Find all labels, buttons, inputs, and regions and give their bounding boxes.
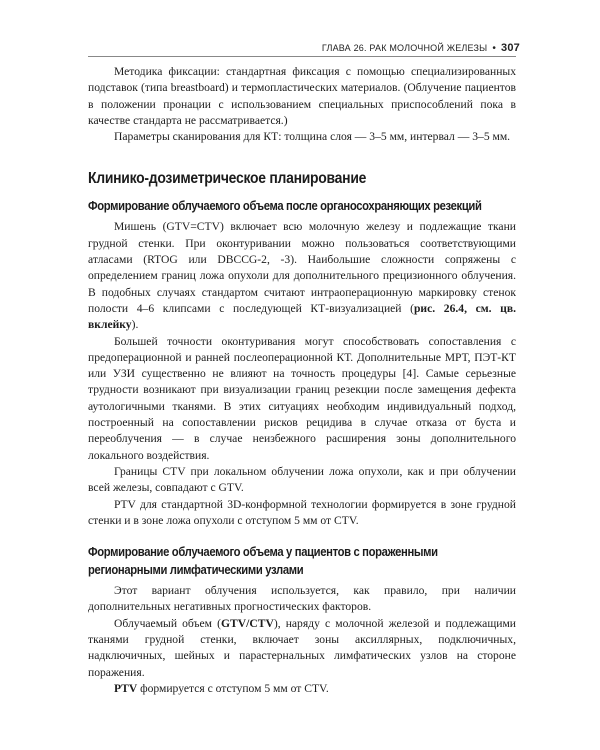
page-body xyxy=(88,64,516,697)
subsection-heading-lymph-nodes: Формирование облучаемого объема у пациентов с пораженными регионарными лимфатическими узлами xyxy=(88,544,438,578)
paragraph-ctv-borders: Границы CTV при локальном облучении ложа опухоли, как и при облучении всей железы, совпадают с GTV. xyxy=(88,464,516,495)
chapter-title: ГЛАВА 26. РАК МОЛОЧНОЙ ЖЕЛЕЗЫ xyxy=(321,43,488,53)
figure-reference: рис. 26.4, см. цв. вклейку xyxy=(88,301,516,332)
paragraph-ptv-margin xyxy=(88,681,516,697)
bold-term: GTV/CTV xyxy=(221,616,274,630)
page-number: 307 xyxy=(501,42,520,54)
paragraph-text: Облучаемый объем ( xyxy=(114,616,221,630)
paragraph-ptv-3d: PTV для стандартной 3D-конформной технологии формируется в зоне грудной стенки и в зоне ложа опухоли с отступом 5 мм от CTV. xyxy=(88,497,516,527)
bullet-separator: • xyxy=(492,42,497,54)
subsection-heading-resection: Формирование облучаемого объема после органосохраняющих резекций xyxy=(88,198,482,214)
paragraph-fixation-method: Методика фиксации: стандартная фиксация с помощью специализированных подставок (типа breastboard) и термопластических материалов. (Облучение пациентов в положении пронации с использованием специальных приспособлений пока в качестве стандарта не рассматривается.) xyxy=(88,65,516,127)
running-head xyxy=(322,42,520,54)
paragraph-text-end: ), наряду с молочной железой и подлежащими тканями грудной стенки, включает зоны аксиллярных, подключичных, надключичных, шейных и парастернальных лимфатических узлов на стороне поражения. xyxy=(88,616,516,679)
header-rule xyxy=(88,56,516,57)
bold-term: PTV xyxy=(114,681,138,695)
paragraph-text-end: формируется с отступом 5 мм от CTV. xyxy=(137,681,329,695)
paragraph-irradiated-volume xyxy=(88,616,516,681)
paragraph-irradiation-variant: Этот вариант облучения используется, как правило, при наличии дополнительных негативных прогностических факторов. xyxy=(88,584,516,614)
paragraph-contouring-accuracy: Большей точности оконтуривания могут способствовать сопоставления с предоперационной и ранней послеоперационной КТ. Дополнительные МРТ, ПЭТ-КТ или УЗИ существенно не влияют на точность процедуры [4]. Самые серьезные трудности возникают при визуализации границ резекции после замещения дефекта аутологичными тканями. В этих ситуациях необходим индивидуальный подход, построенный на сопоставлении рисков рецидива в случае отказа от буста и переоблучения — в случае неизбежного расширения зоны дополнительного локального воздействия. xyxy=(88,334,516,462)
paragraph-scan-parameters: Параметры сканирования для КТ: толщина слоя — 3–5 мм, интервал — 3–5 мм. xyxy=(114,130,511,144)
section-heading: Клинико-дозиметрическое планирование xyxy=(88,170,367,188)
paragraph-text: Мишень (GTV=CTV) включает всю молочную железу и подлежащие ткани грудной стенки. При оконтуривании можно пользоваться соответствующими атласами (RTOG или DBCCG-2, -3). Наибольшие сложности сопряжены с определением границ ложа опухоли для дополнительного прецизионного облучения. В подобных случаях стандартом считают интраоперационную маркировку стенок полости 4–6 клипсами с последующей КТ-визуализацией ( xyxy=(88,220,516,315)
paragraph-target-volume xyxy=(88,219,516,333)
paragraph-text-end: ). xyxy=(131,318,139,332)
